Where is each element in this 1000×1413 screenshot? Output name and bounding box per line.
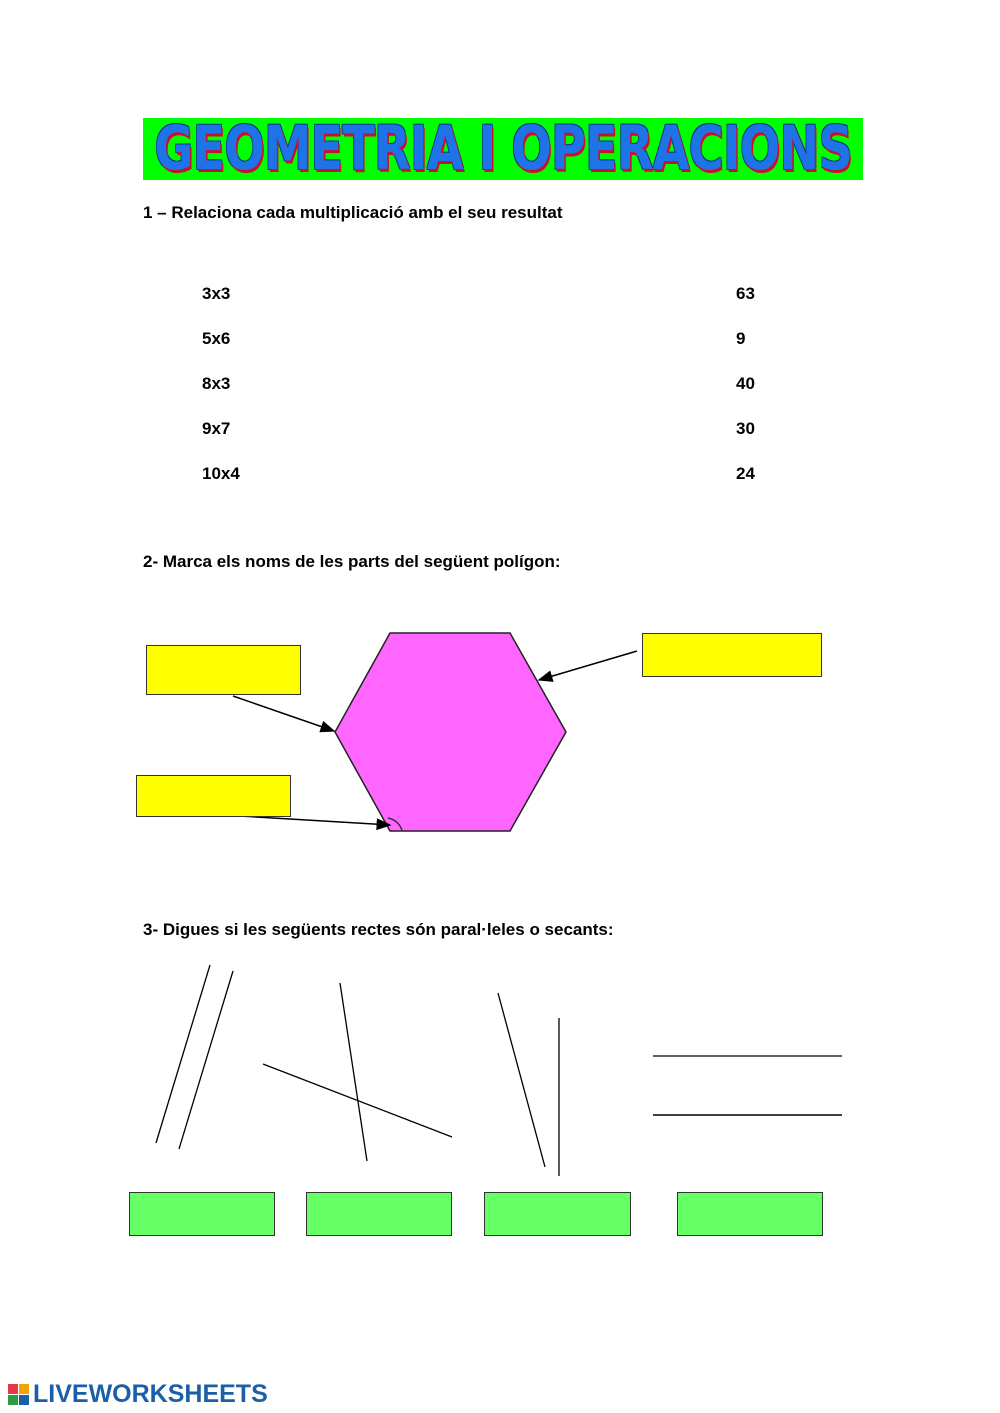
answer-box-4[interactable]	[677, 1192, 823, 1236]
question-2: 2- Marca els noms de les parts del següent polígon:	[143, 552, 561, 571]
line-pair-1-a	[156, 965, 210, 1143]
multiplication-item[interactable]: 5x6	[202, 329, 231, 348]
line-pair-2-b	[263, 1064, 452, 1137]
brand-name: LIVEWORKSHEETS	[33, 1380, 268, 1408]
question-3: 3- Digues si les següents rectes són paral·leles o secants:	[143, 920, 614, 939]
result-item[interactable]: 40	[736, 374, 755, 393]
label-box-side[interactable]	[642, 633, 822, 677]
line-pair-3-a	[498, 993, 545, 1167]
result-item[interactable]: 9	[736, 329, 746, 348]
hexagon-polygon	[335, 633, 566, 831]
multiplication-item[interactable]: 3x3	[202, 284, 231, 303]
page-title: GEOMETRIA I OPERACIONS	[154, 118, 852, 180]
answer-box-1[interactable]	[129, 1192, 275, 1236]
result-item[interactable]: 30	[736, 419, 755, 438]
answer-box-2[interactable]	[306, 1192, 452, 1236]
answer-box-3[interactable]	[484, 1192, 631, 1236]
result-item[interactable]: 24	[736, 464, 755, 483]
label-box-angle[interactable]	[136, 775, 291, 817]
arrow-to-vertex-left	[233, 696, 334, 731]
multiplication-item[interactable]: 10x4	[202, 464, 240, 483]
multiplication-item[interactable]: 9x7	[202, 419, 231, 438]
logo-blocks-icon	[8, 1384, 29, 1405]
question-1: 1 – Relaciona cada multiplicació amb el seu resultat	[143, 203, 563, 222]
result-item[interactable]: 63	[736, 284, 755, 303]
line-pair-2-a	[340, 983, 367, 1161]
footer-logo	[8, 1380, 268, 1409]
arrow-to-vertex-bottom	[240, 816, 390, 825]
arrow-to-side	[539, 651, 637, 680]
label-box-vertex[interactable]	[146, 645, 301, 695]
line-pair-1-b	[179, 971, 233, 1149]
multiplication-item[interactable]: 8x3	[202, 374, 231, 393]
